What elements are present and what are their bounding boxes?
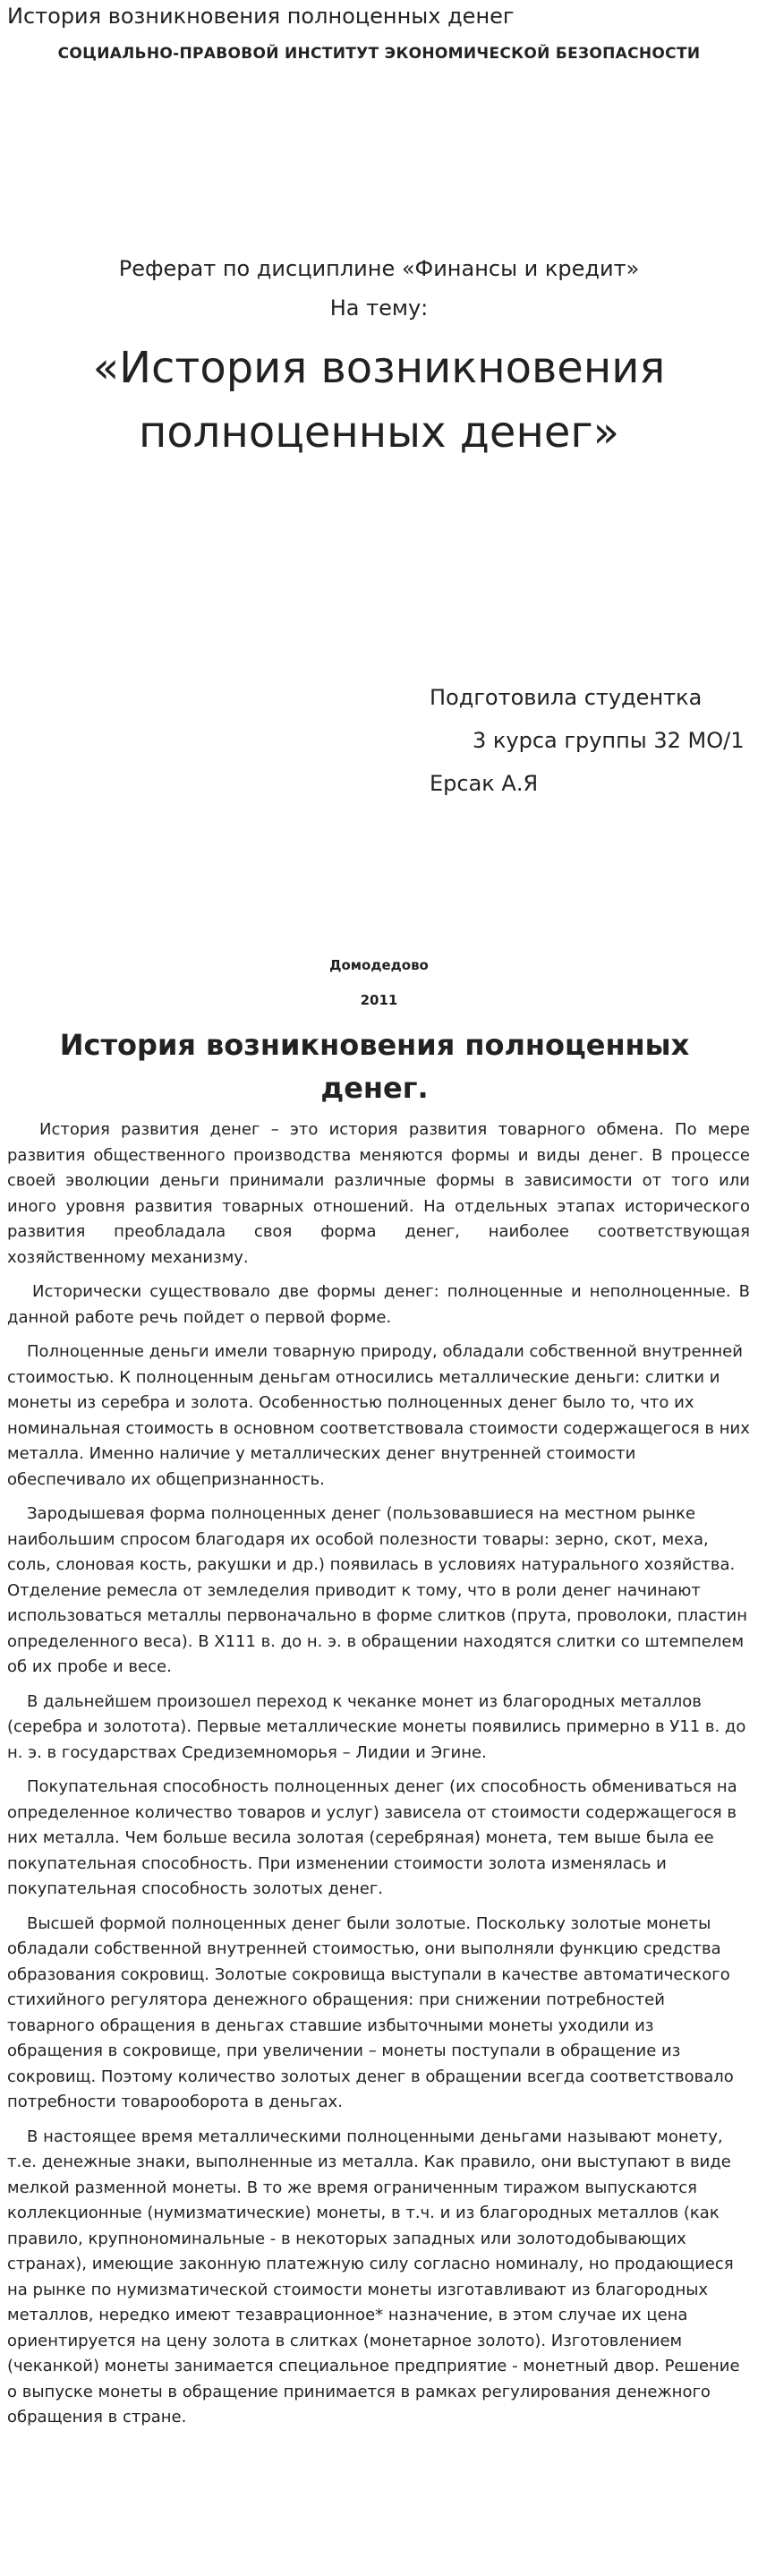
author-name: Ерсак А.Я xyxy=(430,771,539,796)
author-block xyxy=(430,676,745,805)
course-group: 3 курса группы 32 МО/1 xyxy=(473,728,745,753)
article-title: История возникновения полноценных денег. xyxy=(59,1028,690,1105)
article-body xyxy=(7,1117,750,2440)
paragraph: В дальнейшем произошел переход к чеканке монет из благородных металлов (серебра и золотота). Первые металлические монеты появились примерно в У11 в. до н. э. в государствах Средиземноморья – Лидии и Эгине. xyxy=(7,1691,746,1762)
topic-label: На тему: xyxy=(329,295,429,321)
paragraph: Высшей формой полноценных денег были золотые. Поскольку золотые монеты обладали собственной внутренней стоимостью, они выполняли функцию средства образования сокровищ. Золотые сокровища выступали в качестве автоматического стихийного регулятора денежного обращения: при снижении потребностей товарного обращения в деньгах ставшие избыточными монеты уходили из обращения в сокровище, при увеличении – монеты поступали в обращение из сокровищ. Поэтому количество золотых денег в обращении всегда соответствовало потребности товарооборота в деньгах. xyxy=(7,1913,734,2111)
year: 2011 xyxy=(360,992,398,1008)
city: Домодедово xyxy=(329,957,429,973)
document-header-title: История возникновения полноценных денег xyxy=(7,4,515,29)
paragraph: Покупательная способность полноценных денег (их способность обмениваться на определенное количество товаров и услуг) зависела от стоимости содержащегося в них металла. Чем больше весила золотая (серебряная) монета, тем выше была ее покупательная способность. При изменении стоимости золота изменялась и покупательная способность золотых денег. xyxy=(7,1777,737,1898)
referat-discipline-line: Реферат по дисциплине «Финансы и кредит» xyxy=(118,256,640,281)
paragraph: Зародышевая форма полноценных денег (пользовавшиеся на местном рынке наибольшим спросом благодаря их особой полезности товары: зерно, скот, меха, соль, слоновая кость, ракушки и др.) появилась в условиях натурального хозяйства. Отделение ремесла от земледелия приводит к тому, что в роли денег начинают использоваться металлы первоначально в форме слитков (прута, проволоки, пластин определенного веса). В X111 в. до н. э. в обращении находятся слитки со штемпелем об их пробе и весе. xyxy=(7,1504,748,1676)
paragraph: История развития денег – это история развития товарного обмена. По мере развития общественного производства меняются формы и виды денег. В процессе своей эволюции деньги принимали различные формы в зависимости от того или иного уровня развития товарных отношений. На отдельных этапах исторического развития преобладала своя форма денег, наиболее соответствующая хозяйственному механизму. xyxy=(7,1120,750,1267)
paragraph: В настоящее время металлическими полноценными деньгами называют монету, т.е. денежные знаки, выполненные из металла. Как правило, они выступают в виде мелкой разменной монеты. В то же время ограниченным тиражом выпускаются коллекционные (нумизматические) монеты, в т.ч. и из благородных металлов (как правило, крупнономинальные - в некоторых западных или золотодобывающих странах), имеющие законную платежную силу согласно номиналу, но продающиеся на рынке по нумизматической стоимости монеты изготавливают из благородных металлов, нередко имеют тезаврационное* назначение, в этом случае их цена ориентируется на цену золота в слитках (монетарное золото). Изготовлением (чеканкой) монеты занимается специальное предприятие - монетный двор. Решение о выпуске монеты в обращение принимается в рамках регулирования денежного обращения в стране. xyxy=(7,2127,740,2426)
topic-title: «История возникновения полноценных денег» xyxy=(92,343,666,458)
institute-name: СОЦИАЛЬНО-ПРАВОВОЙ ИНСТИТУТ ЭКОНОМИЧЕСКОЙ БЕЗОПАСНОСТИ xyxy=(57,45,701,63)
paragraph: Исторически существовало две формы денег: полноценные и неполноценные. В данной работе речь пойдет о первой форме. xyxy=(7,1282,750,1327)
prepared-by-label: Подготовила студентка xyxy=(430,685,703,710)
paragraph: Полноценные деньги имели товарную природу, обладали собственной внутренней стоимостью. К полноценным деньгам относились металлические деньги: слитки и монеты из серебра и золота. Особенностью полноценных денег было то, что их номинальная стоимость в основном соответствовала стоимости содержащегося в них металла. Именно наличие у металлических денег внутренней стоимости обеспечивало их общепризнанность. xyxy=(7,1342,750,1489)
